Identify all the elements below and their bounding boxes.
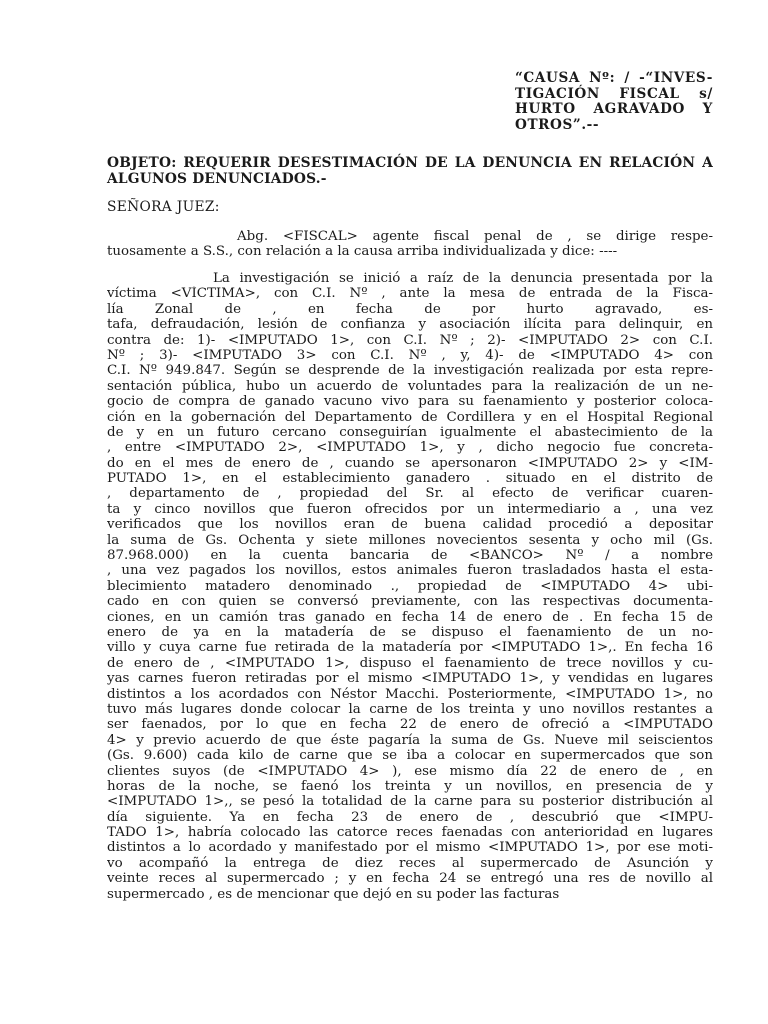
paragraph-line: <IMPUTADO 1>,, se pesó la totalidad de la carne para su posterior distribución al [107, 794, 713, 810]
paragraph-line: distintos a lo acordado y manifestado por el mismo <IMPUTADO 1>, por ese moti- [107, 840, 713, 856]
paragraph-line: ción en la gobernación del Departamento de Cordillera y en el Hospital Regional [107, 409, 713, 425]
paragraph-line: , departamento de , propiedad del Sr. al efecto de verificar cuaren- [107, 486, 713, 502]
paragraph-line: la suma de Gs. Ochenta y siete millones novecientos sesenta y ocho mil (Gs. [107, 532, 713, 548]
paragraph-line: , entre <IMPUTADO 2>, <IMPUTADO 1>, y , dicho negocio fue concreta- [107, 440, 713, 456]
paragraph-line: vo acompañó la entrega de diez reces al supermercado de Asunción y [107, 855, 713, 871]
case-caption-line: HURTO AGRAVADO Y [515, 101, 713, 117]
case-caption-line: OTROS”.-- [515, 116, 600, 133]
intro-paragraph [107, 229, 713, 260]
objeto-line: ALGUNOS DENUNCIADOS.- [107, 171, 327, 187]
paragraph-line: do en el mes de enero de , cuando se apersonaron <IMPUTADO 2> y <IM- [107, 455, 713, 471]
paragraph-line: de y en un futuro cercano conseguirían igualmente el abastecimiento de la [107, 424, 713, 440]
paragraph-line: (Gs. 9.600) cada kilo de carne que se iba a colocar en supermercados que son [107, 748, 713, 764]
paragraph-line: de enero de , <IMPUTADO 1>, dispuso el faenamiento de trece novillos y cu- [107, 655, 713, 671]
paragraph-line: 87.968.000) en la cuenta bancaria de <BANCO> Nº / a nombre [107, 548, 713, 564]
paragraph-line: villo y cuya carne fue retirada de la matadería por <IMPUTADO 1>,. En fecha 16 [107, 640, 713, 656]
paragraph-line: clientes suyos (de <IMPUTADO 4> ), ese mismo día 22 de enero de , en [107, 763, 713, 779]
paragraph-line: TADO 1>, habría colocado las catorce reces faenadas con anterioridad en lugares [107, 825, 713, 841]
paragraph-line: , una vez pagados los novillos, estos animales fueron trasladados hasta el esta- [107, 563, 713, 579]
objeto-line: OBJETO: REQUERIR DESESTIMACIÓN DE LA DENUNCIA EN RELACIÓN A [107, 155, 713, 171]
case-caption-line: “CAUSA Nº: / -“INVES- [515, 70, 713, 86]
paragraph-line: Nº ; 3)- <IMPUTADO 3> con C.I. Nº , y, 4)- de <IMPUTADO 4> con [107, 347, 713, 363]
case-caption-line: TIGACIÓN FISCAL s/ [515, 85, 713, 102]
paragraph-line: 4> y previo acuerdo de que éste pagaría la suma de Gs. Nueve mil seiscientos [107, 732, 713, 748]
paragraph-line: víctima <VÍCTIMA>, con C.I. Nº , ante la mesa de entrada de la Fisca- [107, 286, 713, 302]
paragraph-line: Abg. <FISCAL> agente fiscal penal de , se dirige respe- [237, 229, 713, 244]
paragraph-line: lía Zonal de , en fecha de por hurto agravado, es- [107, 301, 713, 317]
paragraph-line: ser faenados, por lo que en fecha 22 de enero de ofreció a <IMPUTADO [107, 717, 713, 733]
paragraph-line: veinte reces al supermercado ; y en fecha 24 se entregó una res de novillo al [107, 871, 713, 887]
paragraph-line: PUTADO 1>, en el establecimiento ganadero . situado en el distrito de [107, 471, 713, 487]
paragraph-line: La investigación se inició a raíz de la denuncia presentada por la [213, 271, 713, 286]
paragraph-line: día siguiente. Ya en fecha 23 de enero de , descubrió que <IMPU- [107, 809, 713, 825]
paragraph-line: verificados que los novillos eran de buena calidad procedió a depositar [107, 517, 713, 533]
paragraph-line: distintos a los acordados con Néstor Macchi. Posteriormente, <IMPUTADO 1>, no [107, 686, 713, 702]
paragraph-line: C.I. Nº 949.847. Según se desprende de la investigación realizada por esta repre- [107, 363, 713, 379]
case-caption [515, 71, 713, 133]
paragraph-line: contra de: 1)- <IMPUTADO 1>, con C.I. Nº ; 2)- <IMPUTADO 2> con C.I. [107, 332, 713, 348]
paragraph-line: cado en con quien se conversó previamente, con las respectivas documenta- [107, 594, 713, 610]
paragraph-line: blecimiento matadero denominado ., propiedad de <IMPUTADO 4> ubi- [107, 578, 713, 594]
salutation: SEÑORA JUEZ: [107, 199, 220, 215]
paragraph-line: ciones, en un camión tras ganado en fecha 14 de enero de . En fecha 15 de [107, 609, 713, 625]
paragraph-line: gocio de compra de ganado vacuno vivo para su faenamiento y posterior coloca- [107, 394, 713, 410]
paragraph-line: enero de ya en la matadería de se dispuso el faenamiento de un no- [107, 624, 713, 640]
paragraph-line: tafa, defraudación, lesión de confianza y asociación ilícita para delinquir, en [107, 317, 713, 333]
body-paragraph [107, 271, 713, 902]
paragraph-line: tuvo más lugares donde colocar la carne de los treinta y uno novillos restantes a [107, 701, 713, 717]
paragraph-line: ta y cinco novillos que fueron ofrecidos por un intermediario a , una vez [107, 501, 713, 517]
paragraph-line: horas de la noche, se faenó los treinta y un novillos, en presencia de y [107, 778, 713, 794]
objeto-heading [107, 155, 713, 187]
paragraph-line: supermercado , es de mencionar que dejó en su poder las facturas [107, 886, 560, 902]
paragraph-line: sentación pública, hubo un acuerdo de voluntades para la realización de un ne- [107, 378, 713, 394]
paragraph-line: tuosamente a S.S., con relación a la causa arriba individualizada y dice: ---- [107, 244, 618, 260]
paragraph-line: yas carnes fueron retiradas por el mismo <IMPUTADO 1>, y vendidas en lugares [107, 671, 713, 687]
